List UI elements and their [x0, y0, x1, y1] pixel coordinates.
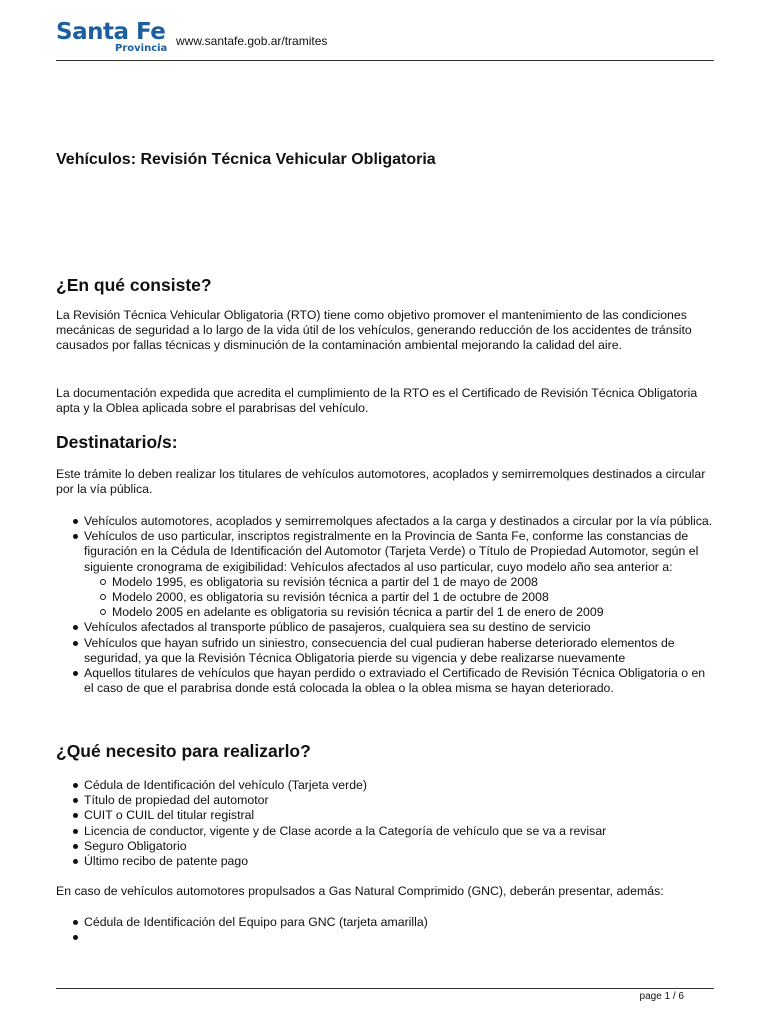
- list-item: [56, 529, 716, 620]
- sublist-item: Modelo 2000, es obligatoria su revisión técnica a partir del 1 de octubre de 2008: [84, 590, 716, 605]
- sublist-item: Modelo 2005 en adelante es obligatoria su revisión técnica a partir del 1 de enero de 2009: [84, 605, 716, 620]
- logo-sub-text: Provincia: [115, 43, 168, 54]
- consiste-paragraph-2: La documentación expedida que acredita el cumplimiento de la RTO es el Certificado de Revisión Técnica Obligatoria apta y la Oblea aplicada sobre el parabrisas del vehículo.: [56, 386, 698, 416]
- list-item: Cédula de Identificación del vehículo (Tarjeta verde): [56, 778, 716, 793]
- list-item-text: Vehículos de uso particular, inscriptos registralmente en la Provincia de Santa Fe, conforme las constancias de figuración en la Cédula de Identificación del Automotor (Tarjeta Verde) o Título de Propiedad Automotor, según el siguiente cronograma de exigibilidad: Vehículos afectados al uso particular, cuyo modelo año sea anterior a:: [84, 529, 699, 574]
- requisitos-list: [56, 778, 716, 869]
- page-number: page 1 / 6: [639, 991, 684, 1002]
- list-item: Título de propiedad del automotor: [56, 793, 716, 808]
- list-item: Vehículos que hayan sufrido un siniestro, consecuencia del cual pudieran haberse deteriorado elementos de seguridad, ya que la Revisión Técnica Obligatoria pierde su vigencia y debe realizarse nuevamente: [56, 636, 716, 666]
- list-item: Vehículos automotores, acoplados y semirremolques afectados a la carga y destinados a circular por la vía pública.: [56, 514, 716, 529]
- page-header: [56, 18, 714, 61]
- cronograma-sublist: [84, 575, 716, 621]
- list-item: Vehículos afectados al transporte público de pasajeros, cualquiera sea su destino de servicio: [56, 620, 716, 635]
- section-heading-necesito: ¿Qué necesito para realizarlo?: [56, 741, 311, 761]
- list-item: Cédula de Identificación del Equipo para GNC (tarjeta amarilla): [56, 915, 716, 930]
- sublist-item: Modelo 1995, es obligatoria su revisión técnica a partir del 1 de mayo de 2008: [84, 575, 716, 590]
- section-heading-consiste: ¿En qué consiste?: [56, 275, 212, 295]
- list-item: Seguro Obligatorio: [56, 839, 716, 854]
- destinatarios-intro: Este trámite lo deben realizar los titulares de vehículos automotores, acoplados y semirremolques destinados a circular por la vía pública.: [56, 467, 706, 497]
- page-footer: [56, 988, 714, 1002]
- logo-main-text: Santa Fe: [56, 19, 166, 45]
- list-item: CUIT o CUIL del titular registral: [56, 808, 716, 823]
- gnc-intro: En caso de vehículos automotores propulsados a Gas Natural Comprimido (GNC), deberán presentar, además:: [56, 884, 664, 898]
- list-item: Licencia de conductor, vigente y de Clase acorde a la Categoría de vehículo que se va a revisar: [56, 824, 716, 839]
- list-item: Aquellos titulares de vehículos que hayan perdido o extraviado el Certificado de Revisión Técnica Obligatoria o en el caso de que el parabrisa donde está colocada la oblea o la oblea misma se hayan deteriorado.: [56, 666, 716, 696]
- gnc-list: [56, 915, 716, 945]
- list-item: Último recibo de patente pago: [56, 854, 716, 869]
- destinatarios-list: [56, 514, 716, 696]
- santa-fe-logo[interactable]: [56, 18, 168, 58]
- consiste-paragraph-1: La Revisión Técnica Vehicular Obligatoria (RTO) tiene como objetivo promover el mantenimiento de las condiciones mecánicas de seguridad a lo largo de la vida útil de los vehículos, generando reducción de los accidentes de tránsito causados por fallas técnicas y disminución de la contaminación ambiental mejorando la calidad del aire.: [56, 308, 692, 353]
- page-title: Vehículos: Revisión Técnica Vehicular Obligatoria: [56, 151, 436, 168]
- list-item-empty: [56, 930, 716, 945]
- section-heading-destinatarios: Destinatario/s:: [56, 432, 178, 452]
- header-url[interactable]: www.santafe.gob.ar/tramites: [176, 34, 328, 48]
